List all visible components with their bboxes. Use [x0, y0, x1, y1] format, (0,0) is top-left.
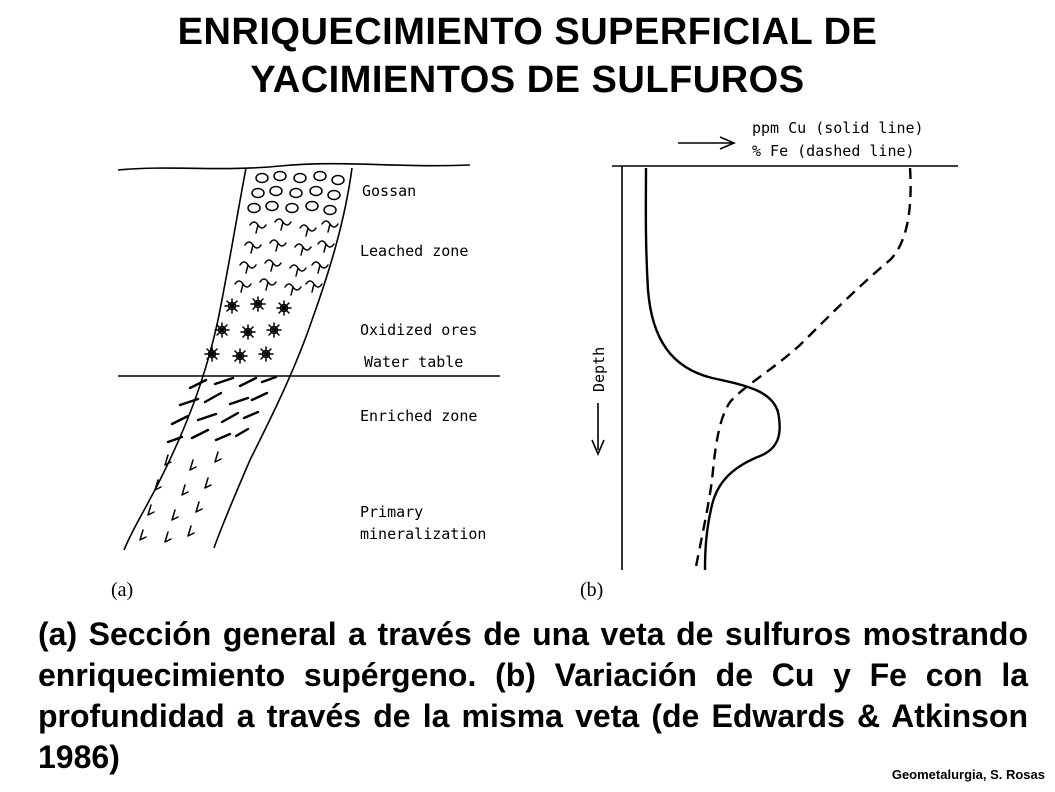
gossan-label: Gossan: [362, 182, 417, 200]
leached-squiggle: [312, 262, 328, 273]
leached-squiggle: [290, 265, 306, 276]
primary-ore-mark: [190, 460, 196, 470]
enriched-zone-label: Enriched zone: [360, 407, 478, 425]
depth-label: Depth: [590, 346, 608, 392]
leached-squiggle: [240, 262, 256, 273]
oxidized-ores-label: Oxidized ores: [360, 321, 478, 339]
gossan-oval: [294, 174, 306, 183]
title-line-1: ENRIQUECIMIENTO SUPERFICIAL DE: [177, 11, 878, 53]
gossan-oval: [290, 189, 302, 198]
primary-ore-mark: [182, 485, 188, 495]
ore-symbols: [140, 172, 344, 543]
legend-cu-label: ppm Cu (solid line): [752, 119, 924, 137]
oxidized-ore-symbol: [267, 323, 281, 337]
enriched-ore-dash: [230, 398, 248, 404]
gossan-oval: [266, 202, 278, 211]
leached-squiggle: [275, 219, 291, 230]
gossan-oval: [310, 187, 322, 196]
gossan-oval: [274, 172, 286, 181]
leached-squiggle: [260, 279, 276, 290]
oxidized-ore-symbol: [205, 347, 219, 361]
leached-squiggle: [306, 281, 322, 292]
panel-a-label: (a): [111, 579, 134, 601]
primary-ore-mark: [188, 526, 194, 536]
leached-squiggle: [270, 240, 286, 251]
leached-squiggle: [250, 222, 266, 233]
enriched-ore-dash: [190, 380, 206, 388]
enriched-ore-dash: [168, 437, 182, 442]
gossan-oval: [332, 176, 344, 185]
primary-ore-mark: [205, 478, 211, 488]
enriched-ore-dash: [262, 377, 276, 382]
oxidized-ore-symbol: [215, 323, 229, 337]
oxidized-ore-symbol: [259, 347, 273, 361]
leached-squiggle: [245, 242, 261, 253]
fe-dashed-curve: [695, 168, 911, 572]
leached-squiggle: [318, 241, 334, 252]
ground-surface-line: [118, 164, 470, 170]
gossan-oval: [314, 172, 326, 181]
credit-text: Geometalurgia, S. Rosas: [891, 767, 1045, 782]
water-table-label: Water table: [364, 353, 464, 371]
cu-solid-curve: [646, 168, 780, 570]
enriched-ore-dash: [244, 412, 258, 418]
primary-ore-mark: [172, 510, 178, 520]
legend-fe-label: % Fe (dashed line): [752, 142, 915, 160]
leached-squiggle: [235, 281, 251, 292]
enriched-ore-dash: [236, 429, 248, 436]
oxidized-ore-symbol: [241, 325, 255, 339]
leached-zone-label: Leached zone: [360, 242, 469, 260]
leached-squiggle: [322, 221, 338, 232]
primary-label-line-1: Primary: [360, 503, 424, 521]
gossan-oval: [252, 189, 264, 198]
oxidized-ore-symbol: [277, 301, 291, 315]
enriched-ore-dash: [205, 393, 221, 402]
leached-squiggle: [265, 260, 281, 271]
primary-ore-mark: [148, 505, 154, 515]
title-line-2: YACIMIENTOS DE SULFUROS: [250, 59, 805, 101]
panel-b-label: (b): [580, 579, 604, 601]
gossan-oval: [270, 187, 282, 196]
gossan-oval: [256, 174, 268, 183]
oxidized-ore-symbol: [251, 297, 265, 311]
primary-ore-mark: [196, 502, 202, 512]
leached-squiggle: [285, 284, 301, 295]
leached-squiggle: [295, 244, 311, 255]
enriched-ore-dash: [180, 399, 198, 405]
leached-squiggle: [300, 225, 316, 236]
primary-ore-mark: [215, 452, 221, 462]
primary-ore-mark: [165, 532, 171, 542]
enriched-ore-dash: [222, 413, 238, 422]
enriched-ore-dash: [240, 378, 256, 386]
enriched-ore-dash: [192, 430, 208, 438]
gossan-oval: [328, 191, 340, 200]
diagram-b-profile: [592, 137, 958, 572]
oxidized-ore-symbol: [233, 349, 247, 363]
gossan-oval: [306, 202, 318, 211]
primary-label-line-2: mineralization: [360, 525, 487, 543]
figure-caption: (a) Sección general a través de una veta de sulfuros mostrando enriquecimiento supérgeno. (b) Variación de Cu y Fe con la profundidad a través de la misma veta (de Edwards & Atkinson 1986): [38, 616, 1028, 775]
primary-ore-mark: [140, 530, 146, 540]
gossan-oval: [248, 204, 260, 213]
enriched-ore-dash: [215, 378, 233, 384]
gossan-oval: [324, 206, 336, 215]
enriched-ore-dash: [216, 434, 230, 440]
enriched-ore-dash: [252, 393, 267, 400]
gossan-oval: [286, 204, 298, 213]
oxidized-ore-symbol: [225, 299, 239, 313]
enriched-ore-dash: [198, 414, 216, 420]
